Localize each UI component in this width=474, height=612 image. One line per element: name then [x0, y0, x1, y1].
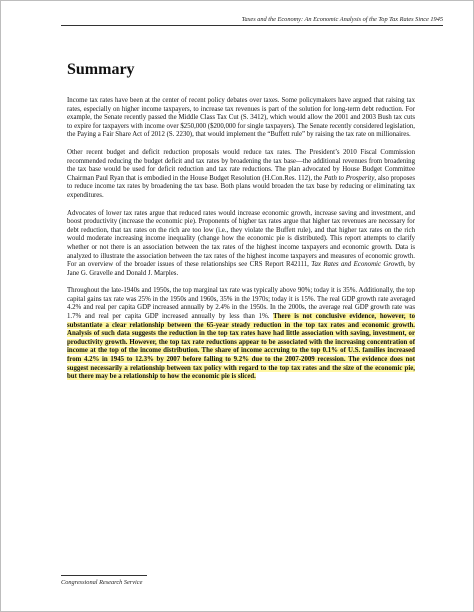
summary-body: [67, 97, 415, 391]
body-paragraph: [67, 287, 415, 382]
section-title: Summary: [67, 61, 135, 78]
footer-label: Congressional Research Service: [61, 579, 143, 586]
paragraph-text: Throughout the late-1940s and 1950s, the top marginal tax rate was typically above 90%; today it is 35%. Additionally, the top capital gains tax rate was 25% in the 1950s and 1960s, 35% in the 1970s; today it is 15%. The real GDP growth rate averaged 4.2% and real per capita GDP increased annually by 2.4% in the 1950s. In the 2000s, the average real GDP growth rate was 1.7% and real per capita GDP increased annually by less than 1%.: [67, 287, 415, 321]
body-paragraph: [67, 149, 415, 201]
italic-text: Tax Rates and Economic Growth: [311, 261, 405, 269]
paragraph-text: Advocates of lower tax rates argue that reduced rates would increase economic growth, increase saving and investment, and boost productivity (increase the economic pie). Proponents of higher tax rates argue that higher tax revenues are necessary for debt reduction, that tax rates on the rich are too low (i.e., they violate the Buffett rule), and that higher tax rates on the rich would moderate increasing income inequality (change how the economic pie is distributed). This report attempts to clarify whether or not there is an association between the tax rates of the highest income taxpayers and economic growth. Data is analyzed to illustrate the association between the tax rates of the highest income taxpayers and measures of economic growth. For an overview of the broader issues of these relationships see CRS Report R42111,: [67, 209, 415, 269]
body-paragraph: [67, 210, 415, 279]
paragraph-text: Other recent budget and deficit reduction proposals would reduce tax rates. The President’s 2010 Fiscal Commission recommended reducing the budget deficit and tax rates by broadening the tax base—the additional revenues from broadening the tax base would be used for deficit reduction and tax rate reductions. The plan advocated by House Budget Committee Chairman Paul Ryan that is embodied in the House Budget Resolution (H.Con.Res. 112), the: [67, 148, 415, 182]
paragraph-text: , also proposes to reduce income tax rates by broadening the tax base. Both plans would broaden the tax base by reducing or eliminating tax expenditures.: [67, 174, 415, 199]
italic-text: Path to Prosperity: [323, 174, 375, 182]
body-paragraph: [67, 97, 415, 140]
paragraph-text: Income tax rates have been at the center of recent policy debates over taxes. Some policymakers have argued that raising tax rates, especially on higher income taxpayers, to increase tax revenues is part of the solution for long-term debt reduction. For example, the Senate recently passed the Middle Class Tax Cut (S. 3412), which would allow the 2001 and 2003 Bush tax cuts to expire for taxpayers with income over $250,000 ($200,000 for single taxpayers). The Senate recently considered legislation, the Paying a Fair Share Act of 2012 (S. 2230), that would implement the “Buffett rule” by raising the tax rate on millionaires.: [67, 97, 415, 139]
highlighted-text: There is not conclusive evidence, however, to substantiate a clear relationship between the 65-year steady reduction in the top tax rates and economic growth. Analysis of such data suggests the reduction in the top tax rates have had little association with saving, investment, or productivity growth. However, the top tax rate reductions appear to be associated with the increasing concentration of income at the top of the income distribution. The share of income accruing to the top 0.1% of U.S. families increased from 4.2% in 1945 to 12.3% by 2007 before falling to 9.2% due to the 2007-2009 recession. The evidence does not suggest necessarily a relationship between tax policy with regard to the top tax rates and the size of the economic pie, but there may be a relationship to how the economic pie is sliced.: [67, 313, 415, 381]
running-header: Taxes and the Economy: An Economic Analysis of the Top Tax Rates Since 1945: [241, 16, 443, 23]
paragraph-text: , by Jane G. Gravelle and Donald J. Marples.: [67, 261, 416, 277]
footer-rule: [61, 575, 147, 576]
header-rule: [61, 25, 443, 26]
